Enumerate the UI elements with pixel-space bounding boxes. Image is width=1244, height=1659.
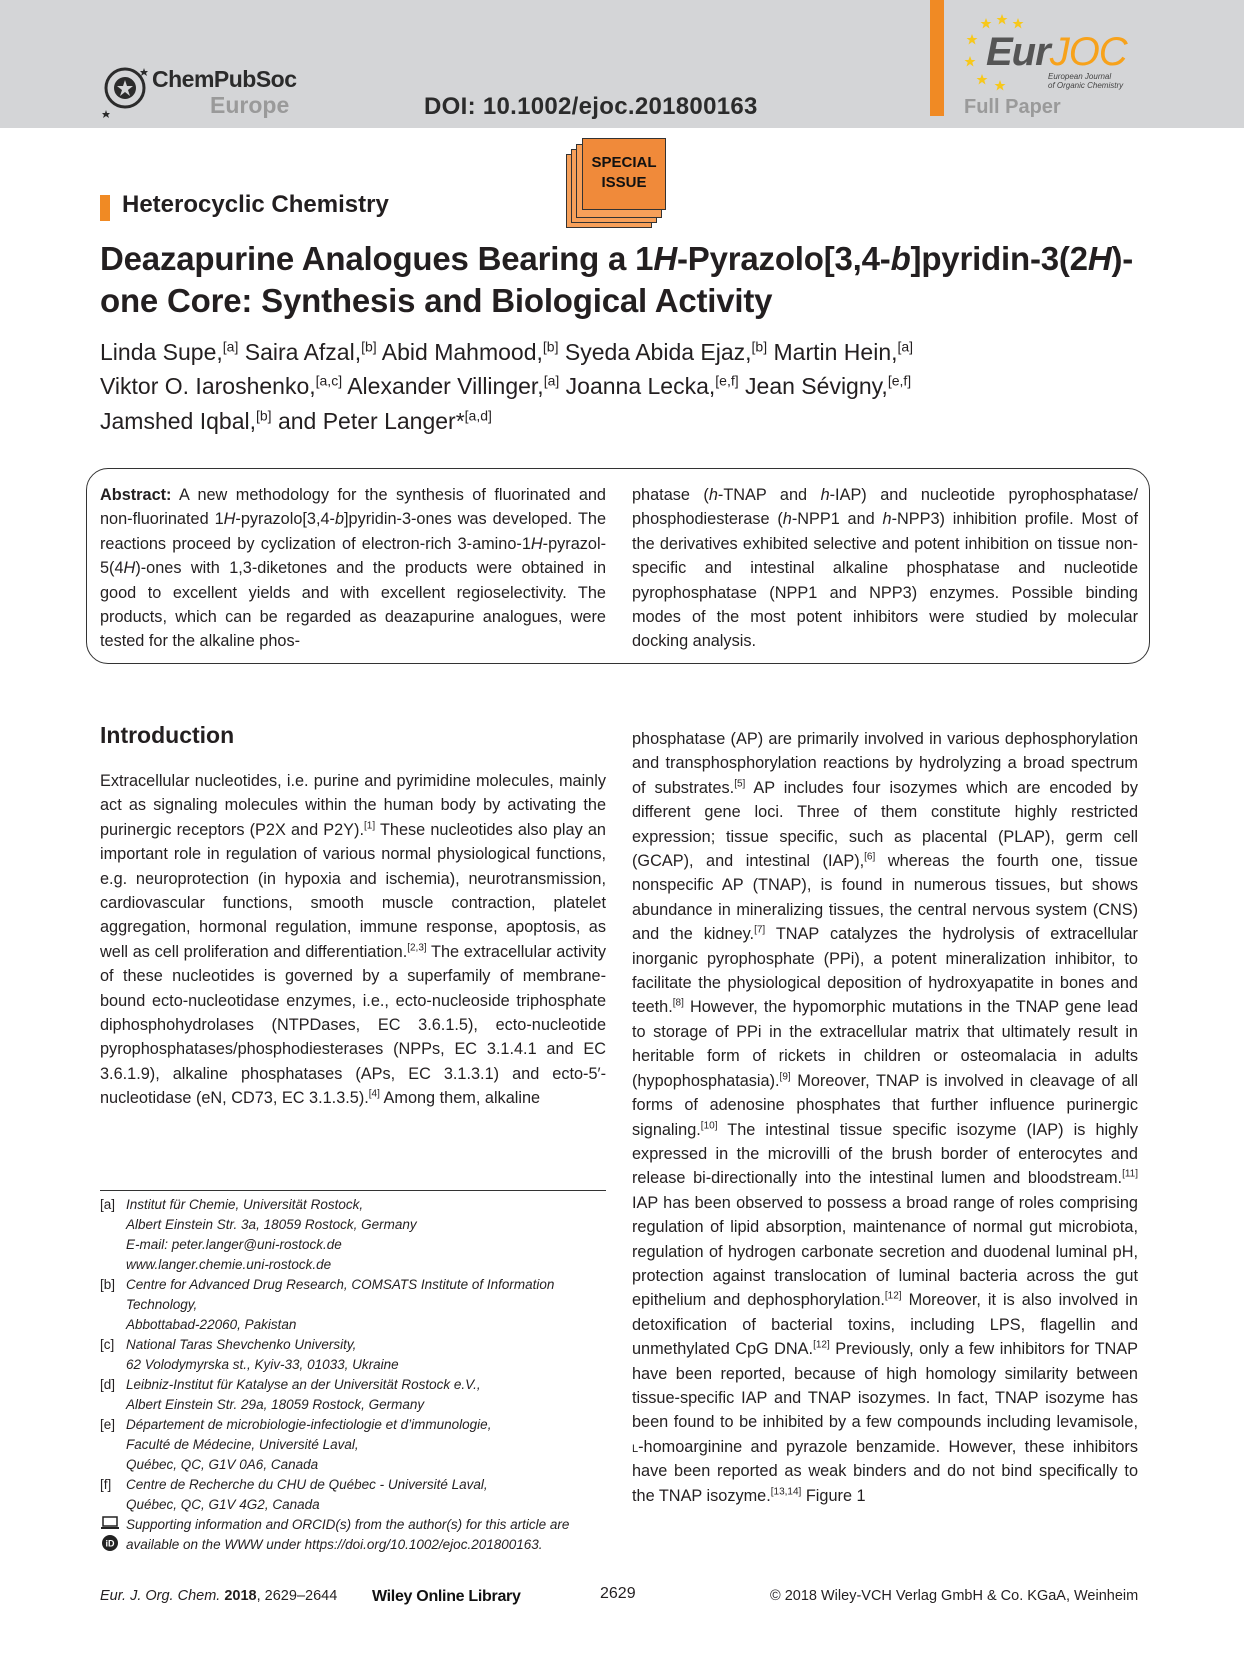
journal-logo-joc: JOC — [1049, 30, 1127, 74]
journal-logo-subtitle — [1048, 72, 1123, 90]
introduction-heading: Introduction — [100, 722, 235, 748]
section-label: Heterocyclic Chemistry — [122, 191, 389, 218]
footnote-key: [e] — [100, 1417, 116, 1432]
footnote-body: Centre for Advanced Drug Research, COMSATS Institute of Information Technology, Abbottabad-22060, Pakistan — [126, 1277, 555, 1332]
introduction-left-column: Extracellular nucleotides, i.e. purine and pyrimidine molecules, mainly act as signaling molecules within the human body by activating the purinergic receptors (P2X and P2Y).[1] These nucleotides also play an important role in regulation of various normal physiological functions, e.g. neuroprotection (in hypoxia and ischemia), neurotransmission, cardiovascular functions, smooth muscle contraction, platelet aggregation, hormonal regulation, immune response, apoptosis, as well as cell proliferation and differentiation.[2,3] The extracellular activity of these nucleotides is governed by a superfamily of membrane-bound ecto-nucleotidase enzymes, i.e., ecto-nucleoside triphosphate diphosphohydrolases (NTPDases, EC 3.6.1.5), ecto-nucleotide pyrophosphatases/phosphodiesterases (NPPs, EC 3.1.4.1 and EC 3.6.1.9), alkaline phosphatases (APs, EC 3.1.3.1) and ecto-5′-nucleotidase (eN, CD73, EC 3.1.3.5).[4] Among them, alkaline — [100, 772, 606, 1108]
author-list — [100, 332, 1160, 436]
footnote-item — [100, 1275, 606, 1335]
footnote-item — [100, 1475, 606, 1515]
journal-logo-text — [986, 30, 1127, 75]
author-affiliation: [a] — [543, 372, 560, 389]
article-type: Full Paper — [964, 96, 1061, 118]
author-affiliation: [b] — [361, 338, 377, 354]
laptop-orcid-icon — [100, 1515, 120, 1555]
footnote-item — [100, 1195, 606, 1275]
doi-label[interactable]: DOI: 10.1002/ejoc.201800163 — [424, 93, 758, 120]
author-affiliation: [e,f] — [887, 372, 912, 389]
author: Martin Hein,[a] — [773, 338, 914, 365]
section-marker — [100, 195, 110, 221]
special-issue-badge[interactable] — [566, 138, 672, 230]
author-affiliation: [a,d] — [464, 407, 492, 424]
supporting-information[interactable] — [100, 1515, 606, 1561]
footer-citation: Eur. J. Org. Chem. 2018, 2629–2644 — [100, 1588, 338, 1604]
author: Jamshed Iqbal,[b] — [100, 407, 272, 434]
affiliation-footnotes — [100, 1195, 606, 1561]
abstract-left-column — [100, 483, 606, 654]
svg-text:iD: iD — [105, 1538, 115, 1549]
author-affiliation: [a] — [897, 338, 914, 354]
author-affiliation: [b] — [751, 338, 768, 354]
abstract-label: Abstract: — [100, 486, 172, 504]
author: Jean Sévigny,[e,f] — [745, 372, 912, 400]
footnote-body: Leibniz-Institut für Katalyse an der Universität Rostock e.V., Albert Einstein Str. 29a, 18059 Rostock, Germany — [126, 1377, 481, 1412]
badge-front — [582, 138, 666, 210]
wiley-online-library-link[interactable]: Wiley Online Library — [372, 1588, 521, 1605]
footnote-item — [100, 1415, 606, 1475]
author: Alexander Villinger,[a] — [347, 372, 560, 400]
footnote-key: [f] — [100, 1477, 112, 1492]
footnote-body: National Taras Shevchenko University, 62 Volodymyrska st., Kyiv-33, 01033, Ukraine — [126, 1337, 399, 1372]
footnote-item — [100, 1375, 606, 1415]
introduction-right-column: phosphatase (AP) are primarily involved in various dephosphorylation and transphosphorylation reactions by hydrolyzing a broad spectrum of substrates.[5] AP includes four isozymes which are encoded by different gene loci. Three of them constitute highly restricted expression; tissue specific, such as placental (PLAP), germ cell (GCAP), and intestinal (IAP),[6] whereas the fourth one, tissue nonspecific AP (TNAP), is found in numerous tissues, but shows abundance in mineralizing tissues, the central nervous system (CNS) and the kidney.[7] TNAP catalyzes the hydrolysis of extracellular inorganic pyrophosphate (PPi), a potent mineralization inhibitor, to facilitate the physiological deposition of hydroxyapatite in bones and teeth.[8] However, the hypomorphic mutations in the TNAP gene lead to storage of PPi in the extracellular matrix that ultimately result in heritable form of rickets in children or osteomalacia in adults (hypophosphatasia).[9] Moreover, TNAP is involved in cleavage of all forms of adenosine phosphates that further influence purinergic signaling.[10] The intestinal tissue specific isozyme (IAP) is highly expressed in the microvilli of the brush border of enterocytes and release bi-directionally into the intestinal lumen and bloodstream.[11] IAP has been observed to possess a broad range of roles comprising regulation of lipid absorption, maintenance of normal gut microbiota, regulation of hydrogen carbonate secretion and duodenal luminal pH, protection against translocation of luminal bacteria across the gut epithelium and dephosphorylation.[12] Moreover, it is also involved in detoxification of bacterial toxins, including LPS, flagellin and unmethylated CpG DNA.[12] Previously, only a few inhibitors for TNAP have been reported, because of high homology similarity between tissue-specific IAP and TNAP isozymes. In fact, TNAP isozyme has been found to be inhibited by a few compounds including levamisole, l-homoarginine and pyrazole benzamide. However, these inhibitors have been reported as weak binders and do not bind specifically to the TNAP isozyme.[13,14] Figure 1 — [632, 730, 1138, 1505]
footnote-body: Institut für Chemie, Universität Rostock, Albert Einstein Str. 3a, 18059 Rostock, Germany E-mail: peter.langer@uni-rostock.de www.langer.chemie.uni-rostock.de — [126, 1197, 417, 1272]
special-line1: SPECIAL — [591, 154, 657, 171]
journal-logo-sub2: of Organic Chemistry — [1048, 81, 1124, 90]
journal-logo-eur: Eur — [986, 30, 1050, 74]
supporting-info-text: Supporting information and ORCID(s) from the author(s) for this article are available on the WWW under https://doi.org/10.1002/ejoc.201800163. — [126, 1517, 570, 1552]
author-affiliation: [b] — [255, 407, 272, 424]
abstract-left-text: A new methodology for the synthesis of fluorinated and non-fluorinated 1H-pyrazolo[3,4-b]pyridin-3-ones was developed. The reactions proceed by cyclization of electron-rich 3-amino-1H-pyrazol-5(4H)-ones with 1,3-diketones and the products were obtained in good to excellent yields and with excellent regioselectivity. The products, which can be regarded as deazapurine analogues, were tested for the alkaline phos- — [100, 486, 607, 651]
footnote-key: [d] — [100, 1377, 116, 1392]
journal-logo-sub1: European Journal — [1048, 72, 1112, 81]
supporting-info-icons — [100, 1515, 126, 1561]
ejoc-logo[interactable] — [956, 12, 1146, 94]
author: Saira Afzal,[b] — [244, 338, 377, 365]
footnote-item — [100, 1335, 606, 1375]
special-line2: ISSUE — [601, 174, 647, 191]
chempubsoc-emblem-icon — [100, 62, 150, 118]
author-affiliation: [a,c] — [315, 372, 343, 389]
author: Syeda Abida Ejaz,[b] — [564, 338, 768, 365]
footnote-body: Département de microbiologie-infectiologie et d’immunologie, Faculté de Médecine, Université Laval, Québec, QC, G1V 0A6, Canada — [126, 1417, 492, 1472]
footnote-body: Centre de Recherche du CHU de Québec - Université Laval, Québec, QC, G1V 4G2, Canada — [126, 1477, 488, 1512]
publisher-name: ChemPubSoc — [152, 66, 297, 92]
abstract-right-column: phatase (h-TNAP and h-IAP) and nucleotide pyrophosphatase/ phosphodiesterase (h-NPP1 and h-NPP3) inhibition profile. Most of the derivatives exhibited selective and potent inhibition on tissue non-specific and intestinal alkaline phosphatase and nucleotide pyrophosphatase (NPP1 and NPP3) enzymes. Possible binding modes of the most potent inhibitors were studied by molecular docking analysis. — [632, 486, 1138, 651]
page-number: 2629 — [600, 1585, 636, 1602]
author: Abid Mahmood,[b] — [381, 338, 559, 365]
article-title: Deazapurine Analogues Bearing a 1H-Pyrazolo[3,4-b]pyridin-3(2H)-one Core: Synthesis and Biological Activity — [100, 240, 1134, 319]
footnote-key: [c] — [100, 1337, 115, 1352]
copyright: © 2018 Wiley-VCH Verlag GmbH & Co. KGaA, Weinheim — [770, 1588, 1139, 1604]
author: and Peter Langer*[a,d] — [277, 407, 492, 434]
chempubsoc-logo[interactable] — [100, 62, 300, 122]
footnote-key: [b] — [100, 1277, 116, 1292]
footnote-key: [a] — [100, 1197, 116, 1212]
footnote-rule — [100, 1190, 606, 1191]
author-affiliation: [b] — [542, 338, 559, 354]
author-affiliation: [a] — [222, 338, 239, 354]
journal-accent-bar — [930, 0, 944, 116]
author: Joanna Lecka,[e,f] — [565, 372, 739, 400]
author: Linda Supe,[a] — [100, 338, 239, 365]
publisher-subtitle: Europe — [210, 92, 290, 118]
author: Viktor O. Iaroshenko,[a,c] — [100, 372, 343, 400]
author-affiliation: [e,f] — [715, 372, 739, 389]
